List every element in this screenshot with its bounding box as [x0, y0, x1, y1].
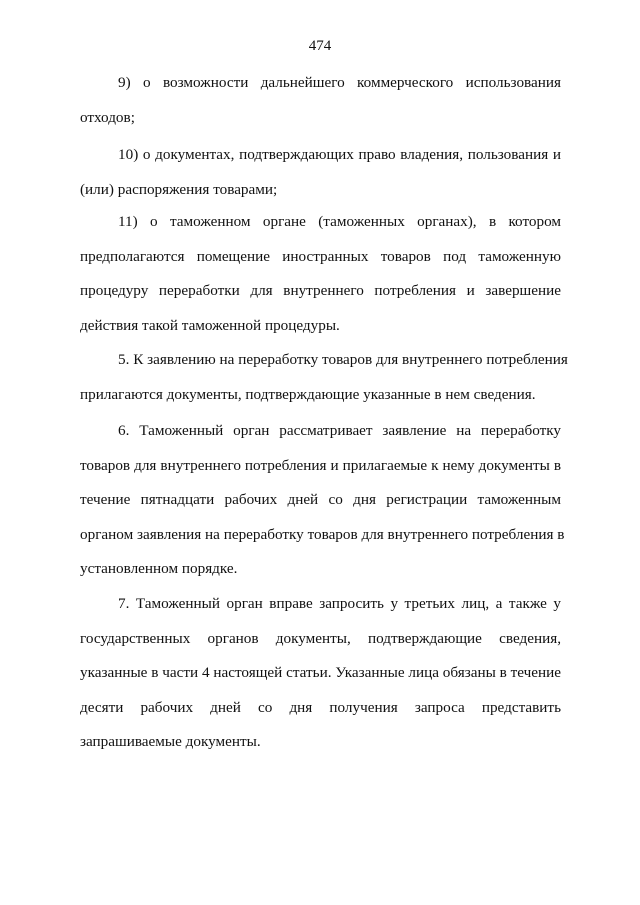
text-line: запрашиваемые документы.	[80, 733, 261, 751]
page-number: 474	[308, 38, 332, 54]
text-line: предполагаются помещение иностранных товаров под таможенную	[80, 247, 561, 265]
text-line: органом заявления на переработку товаров для внутреннего потребления в	[80, 525, 565, 543]
text-line: указанные в части 4 настоящей статьи. Указанные лица обязаны в течение	[80, 664, 561, 682]
paragraph-part-6	[80, 421, 565, 594]
text-line: 7. Таможенный орган вправе запросить у третьих лиц, а также у	[118, 595, 561, 612]
paragraph-part-7	[80, 594, 561, 767]
paragraph-item-9	[80, 73, 561, 142]
text-line: течение пятнадцати рабочих дней со дня регистрации таможенным	[80, 491, 561, 509]
text-line: 5. К заявлению на переработку товаров для внутреннего потребления	[118, 351, 568, 368]
text-line: 11) о таможенном органе (таможенных органах), в котором	[118, 213, 561, 230]
text-line: отходов;	[80, 108, 135, 126]
paragraph-part-5	[80, 350, 568, 419]
text-line: десяти рабочих дней со дня получения запроса представить	[80, 698, 561, 716]
text-line: (или) распоряжения товарами;	[80, 180, 278, 198]
text-line: товаров для внутреннего потребления и прилагаемые к нему документы в	[80, 456, 561, 474]
text-line: 9) о возможности дальнейшего коммерческого использования	[118, 74, 561, 91]
text-line: прилагаются документы, подтверждающие указанные в нем сведения.	[80, 385, 536, 403]
text-line: государственных органов документы, подтверждающие сведения,	[80, 629, 561, 647]
paragraph-item-11	[80, 212, 561, 350]
paragraph-item-10	[80, 145, 561, 214]
text-line: установленном порядке.	[80, 560, 238, 578]
text-line: 10) о документах, подтверждающих право владения, пользования и	[118, 146, 561, 163]
text-line: действия такой таможенной процедуры.	[80, 316, 340, 334]
text-line: процедуру переработки для внутреннего потребления и завершение	[80, 282, 561, 300]
text-line: 6. Таможенный орган рассматривает заявление на переработку	[118, 422, 561, 439]
